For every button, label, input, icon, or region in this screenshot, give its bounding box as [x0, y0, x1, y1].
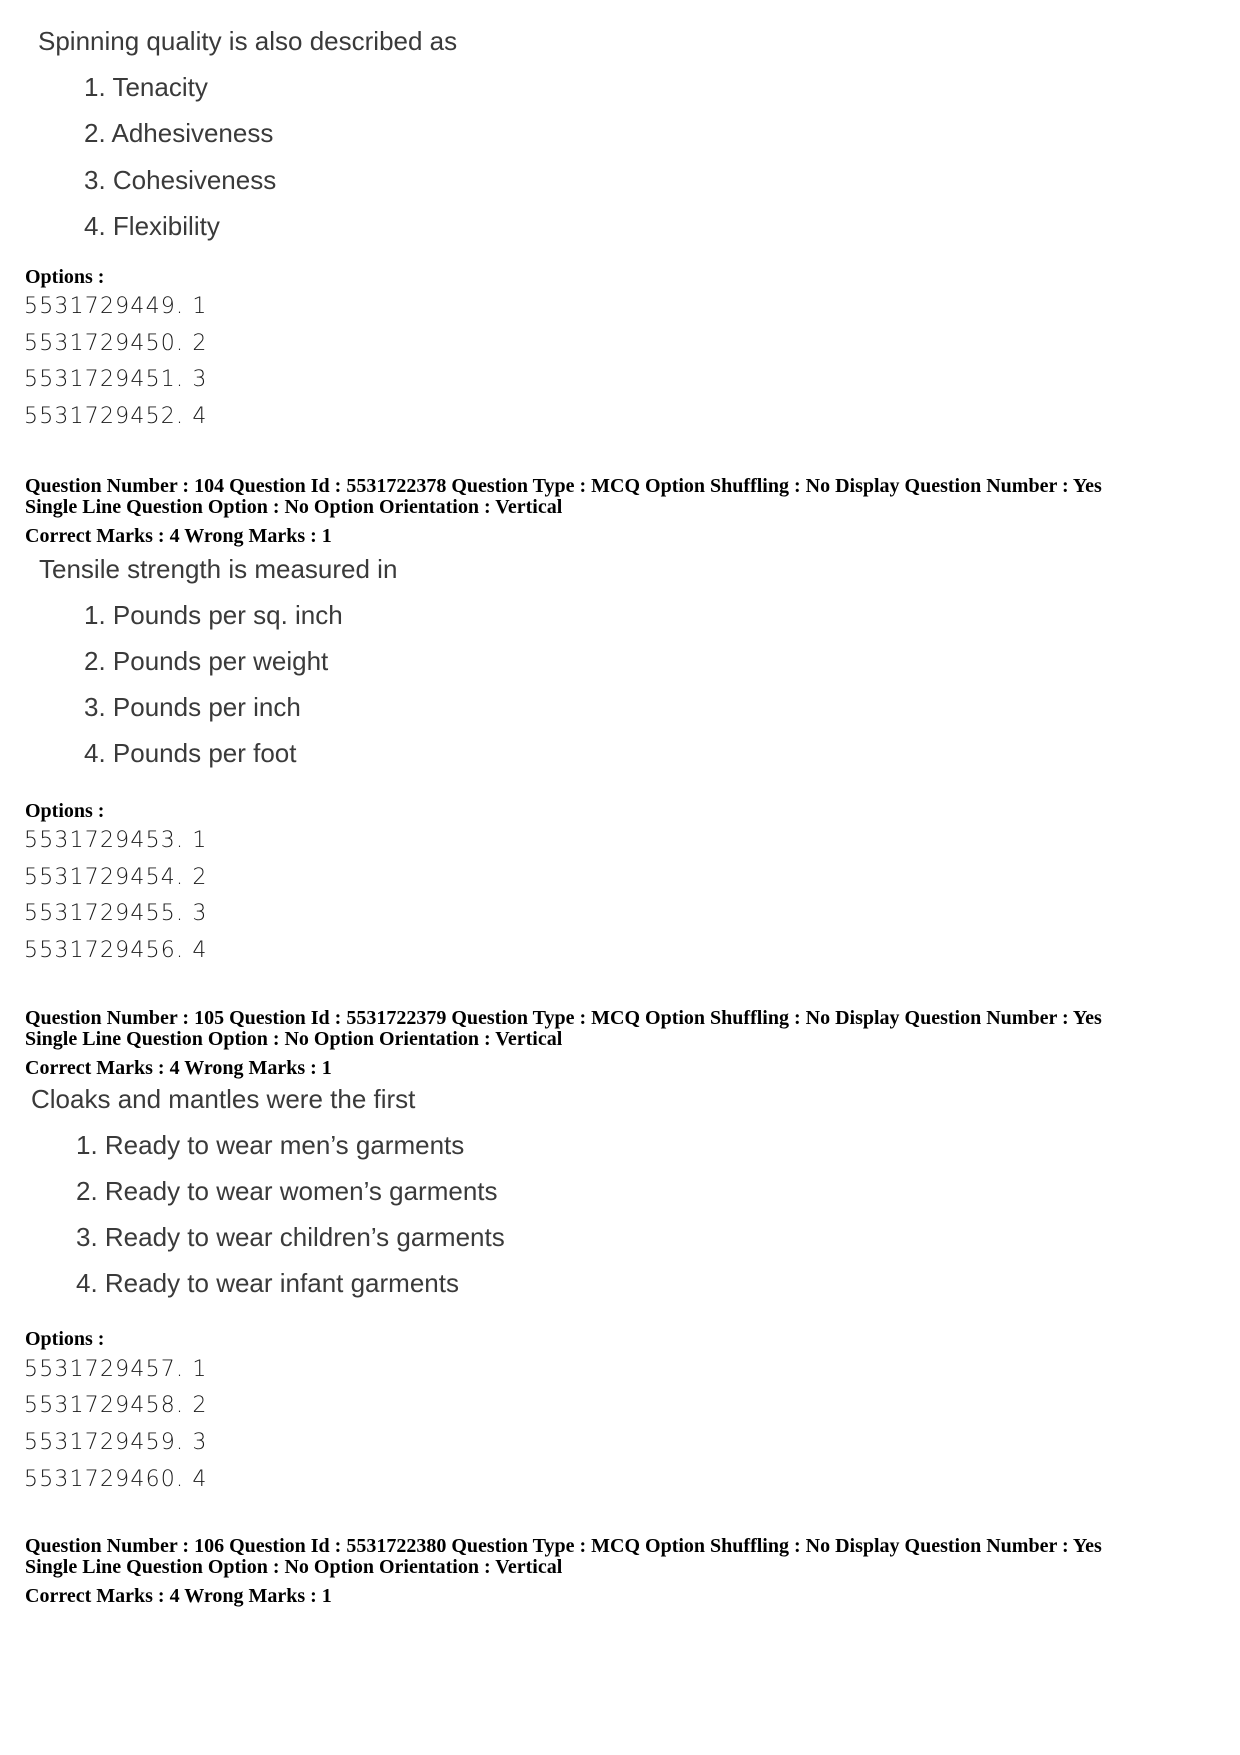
- question-choice: 4. Pounds per foot: [84, 738, 297, 768]
- question-choice: 2. Adhesiveness: [84, 118, 274, 148]
- option-row: 5531729457. 1: [24, 1357, 208, 1382]
- question-choice: 1. Ready to wear men’s garments: [76, 1130, 465, 1160]
- question-meta-line: Question Number : 104 Question Id : 5531722378 Question Type : MCQ Option Shuffling : No Display Question Number : Yes: [25, 475, 1102, 497]
- marks-line: Correct Marks : 4 Wrong Marks : 1: [25, 525, 332, 547]
- question-meta-line: Single Line Question Option : No Option Orientation : Vertical: [25, 496, 563, 518]
- question-choice: 2. Pounds per weight: [84, 646, 329, 676]
- option-row: 5531729455. 3: [24, 901, 208, 926]
- question-prompt: Cloaks and mantles were the first: [31, 1084, 416, 1114]
- question-prompt: Tensile strength is measured in: [39, 554, 398, 584]
- option-row: 5531729453. 1: [24, 828, 208, 853]
- option-row: 5531729460. 4: [24, 1467, 208, 1492]
- option-row: 5531729449. 1: [24, 294, 208, 319]
- question-choice: 3. Ready to wear children’s garments: [76, 1222, 505, 1252]
- option-row: 5531729450. 2: [24, 331, 208, 356]
- question-meta-line: Single Line Question Option : No Option Orientation : Vertical: [25, 1028, 563, 1050]
- marks-line: Correct Marks : 4 Wrong Marks : 1: [25, 1585, 332, 1607]
- option-row: 5531729456. 4: [24, 938, 208, 963]
- question-meta-line: Question Number : 106 Question Id : 5531722380 Question Type : MCQ Option Shuffling : No Display Question Number : Yes: [25, 1535, 1102, 1557]
- option-row: 5531729458. 2: [24, 1393, 208, 1418]
- question-choice: 3. Pounds per inch: [84, 692, 301, 722]
- question-choice: 1. Tenacity: [84, 72, 208, 102]
- marks-line: Correct Marks : 4 Wrong Marks : 1: [25, 1057, 332, 1079]
- options-heading: Options :: [25, 266, 105, 288]
- option-row: 5531729454. 2: [24, 865, 208, 890]
- question-choice: 1. Pounds per sq. inch: [84, 600, 343, 630]
- question-prompt: Spinning quality is also described as: [38, 26, 458, 56]
- question-choice: 2. Ready to wear women’s garments: [76, 1176, 498, 1206]
- option-row: 5531729459. 3: [24, 1430, 208, 1455]
- question-choice: 4. Ready to wear infant garments: [76, 1268, 459, 1298]
- question-meta-line: Question Number : 105 Question Id : 5531722379 Question Type : MCQ Option Shuffling : No Display Question Number : Yes: [25, 1007, 1102, 1029]
- options-heading: Options :: [25, 800, 105, 822]
- question-choice: 4. Flexibility: [84, 211, 220, 241]
- option-row: 5531729451. 3: [24, 367, 208, 392]
- question-meta-line: Single Line Question Option : No Option Orientation : Vertical: [25, 1556, 563, 1578]
- question-choice: 3. Cohesiveness: [84, 165, 277, 195]
- options-heading: Options :: [25, 1328, 105, 1350]
- option-row: 5531729452. 4: [24, 404, 208, 429]
